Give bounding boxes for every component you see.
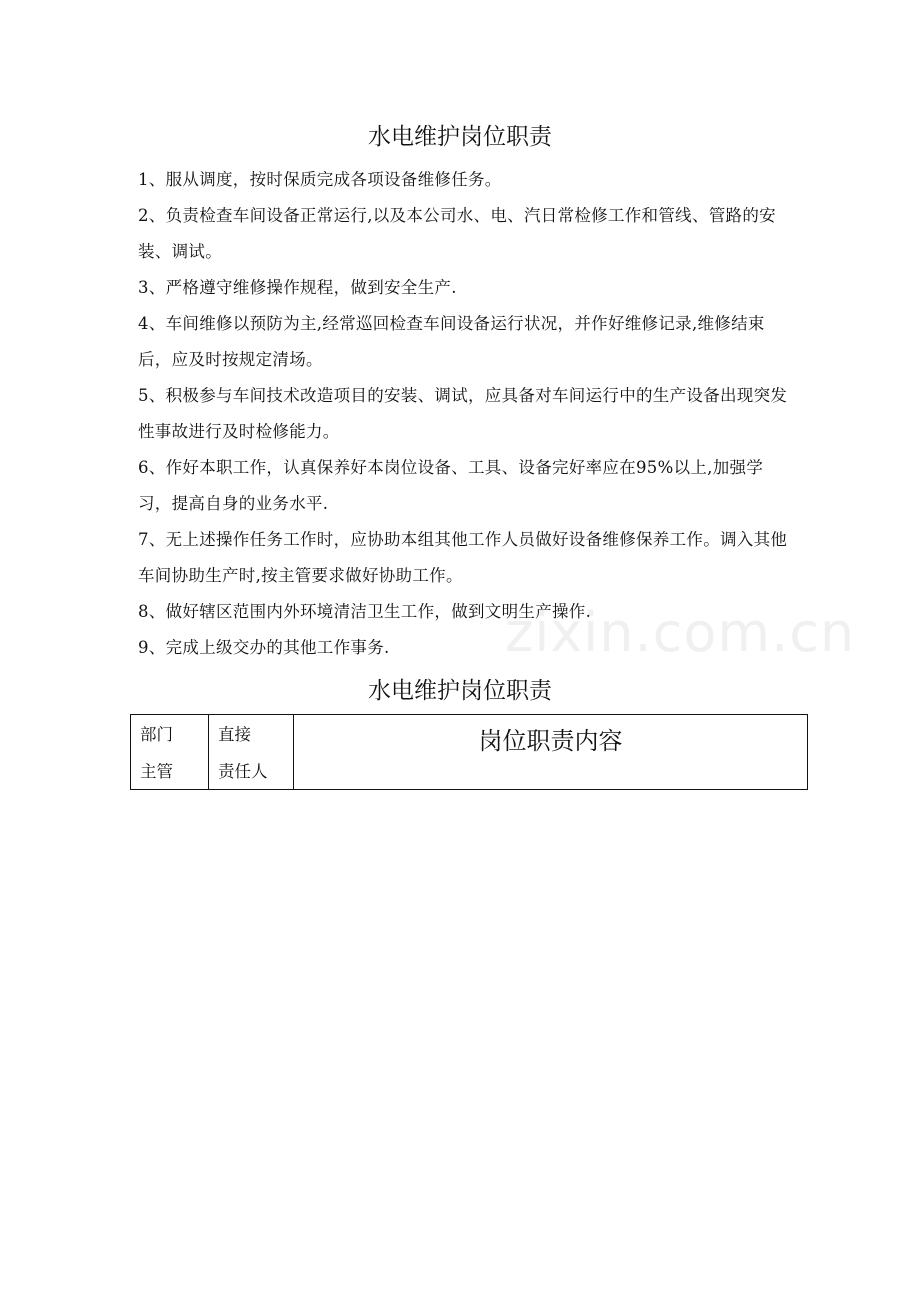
table-cell-text-2: 主管 xyxy=(140,762,173,781)
duty-item-4: 4、车间维修以预防为主,经常巡回检查车间设备运行状况，并作好维修记录,维修结束后，应及时按规定清场。 xyxy=(138,314,765,369)
watermark: zixin.com.cn xyxy=(505,601,856,664)
table-cell-text-1: 部门 xyxy=(140,725,173,744)
duty-item-2: 2、负责检查车间设备正常运行,以及本公司水、电、汽日常检修工作和管线、管路的安装、调试。 xyxy=(138,206,776,261)
duty-item-8: 8、做好辖区范围内外环境清洁卫生工作，做到文明生产操作. xyxy=(138,602,592,621)
section-title: 水电维护岗位职责 xyxy=(368,678,552,704)
table-cell-direct-responsible xyxy=(209,715,294,790)
duty-item-1: 1、服从调度，按时保质完成各项设备维修任务。 xyxy=(138,170,502,189)
duty-list xyxy=(138,162,788,666)
table-row xyxy=(131,715,808,790)
duty-item-7: 7、无上述操作任务工作时，应协助本组其他工作人员做好设备维修保养工作。调入其他车间协助生产时,按主管要求做好协助工作。 xyxy=(138,530,788,585)
table-cell-text-3: 直接 xyxy=(218,725,251,744)
duty-item-5: 5、积极参与车间技术改造项目的安装、调试，应具备对车间运行中的生产设备出现突发性事故进行及时检修能力。 xyxy=(138,386,788,441)
table-cell-duty-content: 岗位职责内容 xyxy=(294,715,808,790)
table-cell-text-4: 责任人 xyxy=(218,762,268,781)
duty-item-9: 9、完成上级交办的其他工作事务. xyxy=(138,638,390,657)
duty-item-6: 6、作好本职工作，认真保养好本岗位设备、工具、设备完好率应在95%以上,加强学习，提高自身的业务水平. xyxy=(138,458,764,513)
duty-item-3: 3、严格遵守维修操作规程，做到安全生产. xyxy=(138,278,457,297)
document-title: 水电维护岗位职责 xyxy=(368,124,552,150)
responsibility-table xyxy=(130,714,808,790)
table-cell-department-head xyxy=(131,715,209,790)
